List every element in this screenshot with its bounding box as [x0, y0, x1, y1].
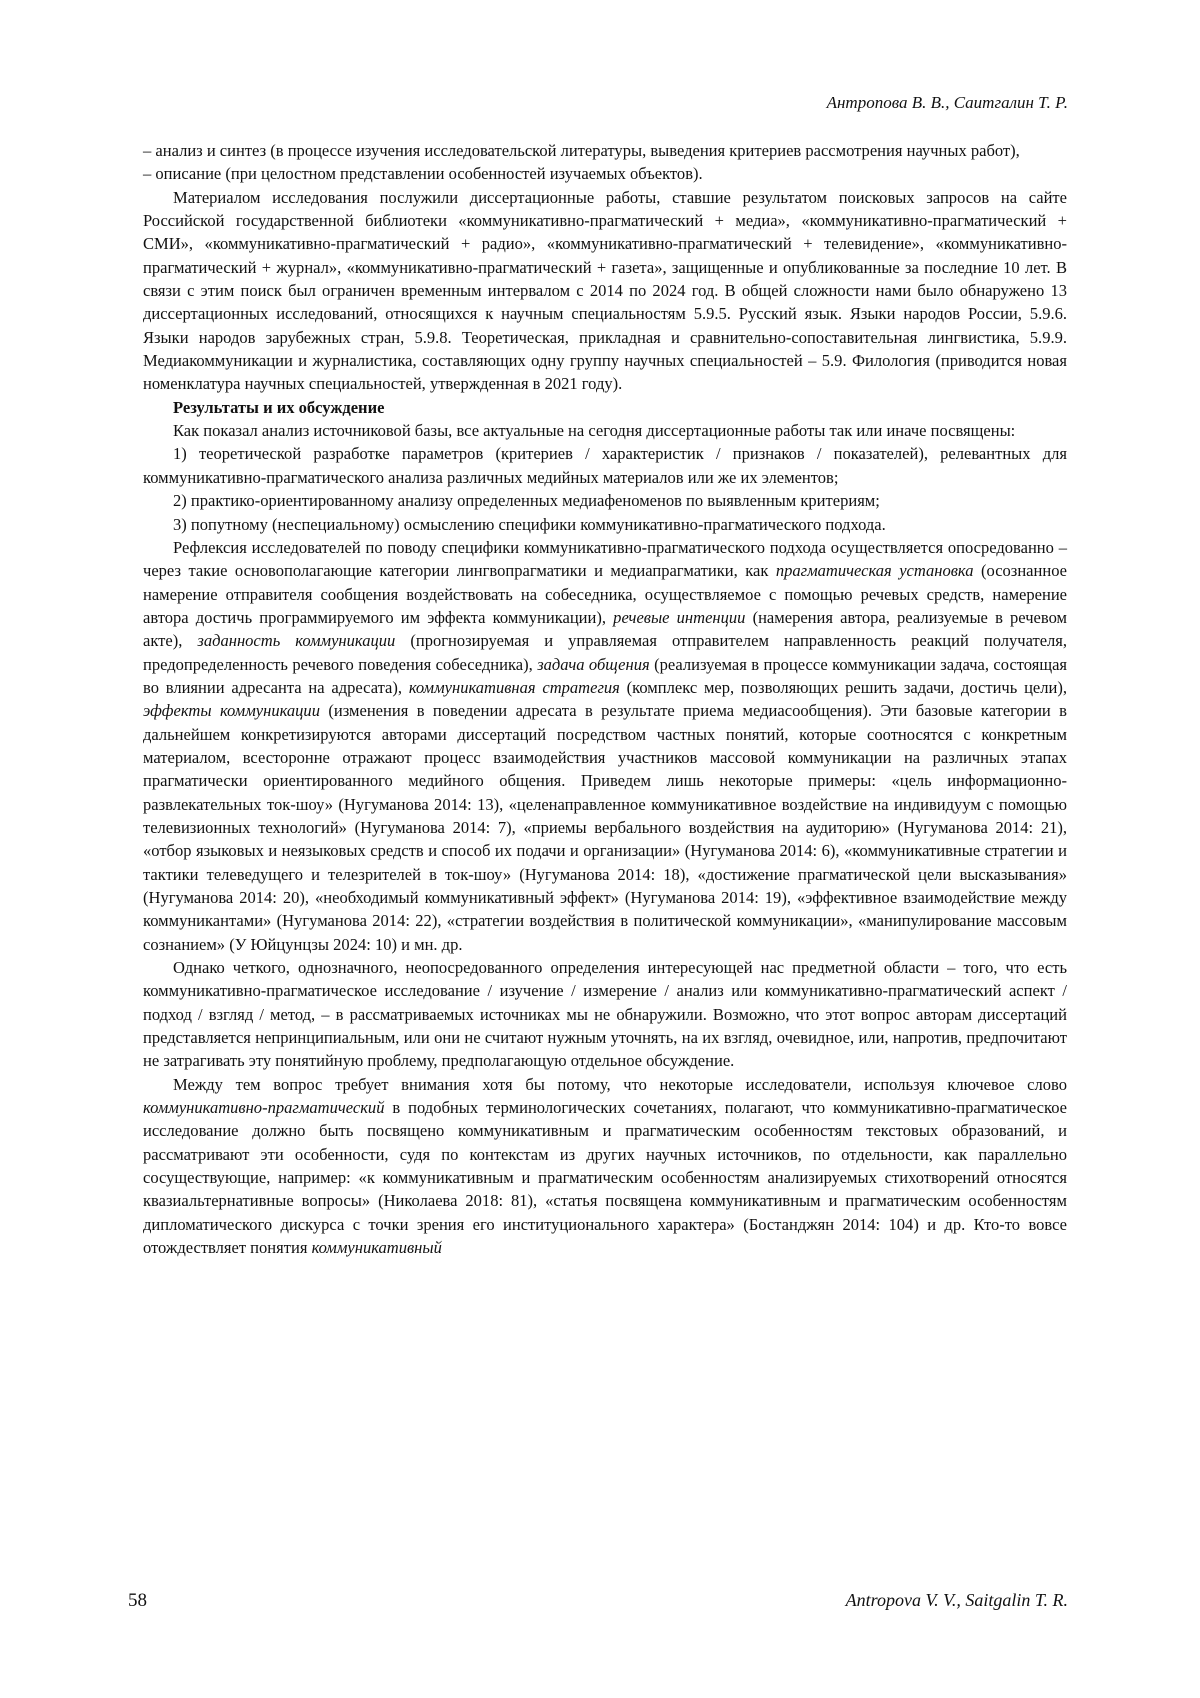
- text-run: – анализ и синтез (в процессе изучения исследовательской литературы, выведения критериев рассмотрения научных работ),: [143, 141, 1020, 160]
- paragraph: [143, 536, 1067, 956]
- article-body: [143, 139, 1067, 1260]
- section-heading: [143, 396, 1067, 419]
- paragraph: [143, 1073, 1067, 1260]
- text-run: (намерения автора, реализуемые в речевом акте),: [143, 607, 1067, 651]
- paragraph: [143, 489, 1067, 512]
- text-run: Рефлексия исследователей по поводу специфики коммуникативно-прагматического подхода осуществляется опосредованно – через такие основополагающие категории лингвопрагматики и медиапрагматики, как: [143, 537, 1067, 581]
- text-run: 2) практико-ориентированному анализу определенных медиафеноменов по выявленным критериям;: [173, 491, 880, 511]
- text-run: Материалом исследования послужили диссертационные работы, ставшие результатом поисковых запросов на сайте Российской государственной библиотеки «коммуникативно-прагматический + медиа», «коммуникативно-прагматический + СМИ», «коммуникативно-прагматический + радио», «коммуникативно-прагматический + телевидение», «коммуникативно-прагматический + журнал», «коммуникативно-прагматический + газета», защищенные и опубликованные за последние 10 лет. В связи с этим поиск был ограничен временным интервалом с 2014 по 2024 год. В общей сложности нами было обнаружено 13 диссертационных исследований, относящихся к научным специальностям 5.9.5. Русский язык. Языки народов России, 5.9.6. Языки народов зарубежных стран, 5.9.8. Теоретическая, прикладная и сравнительно-сопоставительная лингвистика, 5.9.9. Медиакоммуникации и журналистика, составляющих одну группу научных специальностей – 5.9. Филология (приводится новая номенклатура научных специальностей, утвержденная в 2021 году).: [143, 187, 1067, 394]
- text-run: (реализуемая в процессе коммуникации задача, состоящая во влиянии адресанта на адресата),: [143, 654, 1068, 697]
- text-run: (комплекс мер, позволяющих решить задачи, достичь цели),: [619, 677, 1067, 697]
- page-number: 58: [128, 1590, 147, 1611]
- text-run: 1) теоретической разработке параметров (критериев / характеристик / признаков / показателей), релевантных для коммуникативно-прагматического анализа различных медийных материалов или же их элементов;: [143, 444, 1067, 487]
- term-italic: коммуникативная стратегия: [408, 677, 620, 697]
- term-italic: коммуникативный: [311, 1238, 442, 1258]
- term-italic: речевые интенции: [613, 607, 746, 627]
- running-footer: Antropova V. V., Saitgalin T. R.: [845, 1590, 1068, 1610]
- paragraph: [143, 442, 1067, 489]
- term-italic: прагматическая установка: [775, 561, 974, 581]
- paragraph: [143, 139, 1067, 162]
- running-header: Антропова В. В., Саитгалин Т. Р.: [826, 93, 1068, 112]
- text-run: в подобных терминологических сочетаниях, полагают, что коммуникативно-прагматическое исследование должно быть посвящено коммуникативным и прагматическим особенностям текстовых образований, и рассматривают эти особенности, судя по контекстам из других научных источников, по отдельности, как параллельно сосуществующие, например: «к коммуникативным и прагматическим особенностям анализируемых стихотворений относятся квазиальтернативные вопросы» (Николаева 2018: 81), «статья посвящена коммуникативным и прагматическим особенностям дипломатического дискурса с точки зрения его институционального характера» (Бостанджян 2014: 104) и др. Кто-то вовсе отождествляет понятия: [143, 1098, 1067, 1258]
- text-run: Результаты и их обсуждение: [173, 397, 385, 417]
- paragraph: [143, 186, 1067, 396]
- text-run: (осознанное намерение отправителя сообщения воздействовать на собеседника, осуществляемое с помощью речевых средств, намерение автора достичь программируемого им эффекта коммуникации),: [143, 561, 1068, 627]
- text-run: 3) попутному (неспециальному) осмыслению специфики коммуникативно-прагматического подхода.: [173, 514, 886, 534]
- paragraph: [143, 513, 1067, 536]
- text-run: Между тем вопрос требует внимания хотя бы потому, что некоторые исследователи, используя ключевое слово: [173, 1074, 1067, 1094]
- term-italic: задача общения: [537, 654, 650, 674]
- text-run: – описание (при целостном представлении особенностей изучаемых объектов).: [143, 164, 703, 184]
- text-run: (изменения в поведении адресата в результате приема медиасообщения). Эти базовые категории в дальнейшем конкретизируются авторами диссертаций посредством частных понятий, которые соотносятся с конкретным материалом, всесторонне отражают процесс взаимодействия участников массовой коммуникации на различных этапах прагматически ориентированного медийного общения. Приведем лишь некоторые примеры: «цель информационно-развлекательных ток-шоу» (Нугуманова 2014: 13), «целенаправленное коммуникативное воздействие на индивидуум с помощью телевизионных технологий» (Нугуманова 2014: 7), «приемы вербального воздействия на аудиторию» (Нугуманова 2014: 21), «отбор языковых и неязыковых средств и способ их подачи и организации» (Нугуманова 2014: 6), «коммуникативные стратегии и тактики телеведущего и телезрителей в ток-шоу» (Нугуманова 2014: 18), «достижение прагматической цели высказывания» (Нугуманова 2014: 20), «необходимый коммуникативный эффект» (Нугуманова 2014: 19), «эффективное взаимодействие между коммуникантами» (Нугуманова 2014: 22), «стратегии воздействия в политической коммуникации», «манипулирование массовым сознанием» (У Юйцунцзы 2024: 10) и мн. др.: [143, 701, 1067, 954]
- term-italic: эффекты коммуникации: [143, 701, 320, 721]
- text-run: Однако четкого, однозначного, неопосредованного определения интересующей нас предметной области – того, что есть коммуникативно-прагматическое исследование / изучение / измерение / анализ или коммуникативно-прагматический аспект / подход / взгляд / метод, – в рассматриваемых источниках мы не обнаружили. Возможно, что этот вопрос авторам диссертаций представляется непринципиальным, или они не считают нужным уточнять, на их взгляд, очевидное, или, напротив, предпочитают не затрагивать эту понятийную проблему, предполагающую отдельное обсуждение.: [143, 958, 1067, 1071]
- text-run: Как показал анализ источниковой базы, все актуальные на сегодня диссертационные работы так или иначе посвящены:: [173, 421, 1016, 441]
- paragraph: [143, 419, 1067, 442]
- paragraph: [143, 162, 1067, 185]
- term-italic: заданность коммуникации: [197, 631, 396, 651]
- term-italic: коммуникативно-прагматический: [143, 1098, 385, 1118]
- text-run: (прогнозируемая и управляемая отправителем направленность реакций получателя, предопределенность речевого поведения собеседника),: [143, 631, 1068, 674]
- paragraph: [143, 956, 1067, 1073]
